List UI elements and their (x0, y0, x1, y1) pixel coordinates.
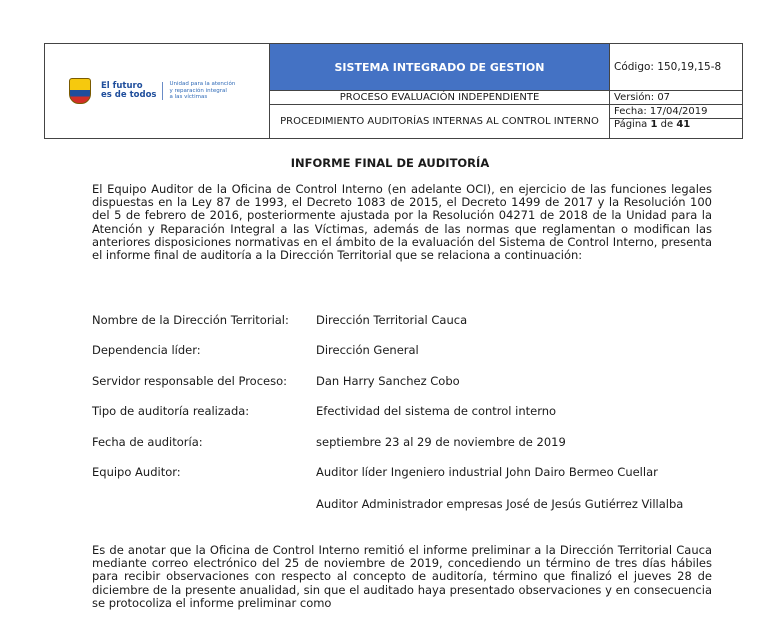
page-indicator: Página 1 de 41 (610, 118, 742, 131)
logo-sub-text: Unidad para la atención y reparación integral a las víctimas (169, 81, 236, 101)
document-date: Fecha: 17/04/2019 (614, 106, 708, 117)
field-value: Dan Harry Sanchez Cobo (316, 374, 460, 388)
field-value: Dirección General (316, 343, 419, 357)
field-value: septiembre 23 al 29 de noviembre de 2019 (316, 435, 566, 449)
document-version: Versión: 07 (610, 91, 743, 105)
field-label: Tipo de auditoría realizada: (92, 404, 250, 418)
system-title: SISTEMA INTEGRADO DE GESTION (270, 44, 610, 91)
coat-of-arms-icon (69, 78, 91, 104)
logo (45, 78, 269, 104)
field-label: Equipo Auditor: (92, 465, 181, 479)
logo-cell (45, 44, 270, 139)
logo-main-text: El futuro es de todos (101, 82, 163, 100)
field-label: Nombre de la Dirección Territorial: (92, 313, 289, 327)
field-label: Servidor responsable del Proceso: (92, 374, 288, 388)
field-value-auditor-2: Auditor Administrador empresas José de Jesús Gutiérrez Villalba (316, 497, 684, 511)
field-value: Dirección Territorial Cauca (316, 313, 468, 327)
document-header (44, 43, 743, 139)
document-code: Código: 150,19,15-8 (610, 44, 743, 91)
document-title: INFORME FINAL DE AUDITORÍA (290, 156, 490, 170)
field-label: Dependencia líder: (92, 343, 201, 357)
field-label: Fecha de auditoría: (92, 435, 203, 449)
closing-paragraph: Es de anotar que la Oficina de Control Interno remitió el informe preliminar a la Dirección Territorial Cauca mediante correo electrónico del 25 de noviembre de 2019, concediendo un término de tres días hábiles para recibir observaciones con respecto al concepto de auditoría, término que finalizó el jueves 28 de diciembre de la presente anualidad, sin que el auditado haya presentado observaciones y en consecuencia se protocoliza el informe preliminar como (92, 543, 712, 610)
intro-paragraph: El Equipo Auditor de la Oficina de Control Interno (en adelante OCI), en ejercicio de las funciones legales dispuestas en la Ley 87 de 1993, el Decreto 1083 de 2015, el Decreto 1499 de 2017 y la Resolución 100 del 5 de febrero de 2016, posteriormente ajustada por la Resolución 04271 de 2018 de la Unidad para la Atención y Reparación Integral a las Víctimas, además de las normas que reglamentan o modifican las anteriores disposiciones normativas en el ámbito de la evaluación del Sistema de Control Interno, presenta el informe final de auditoría a la Dirección Territorial que se relaciona a continuación: (92, 182, 712, 263)
process-name: PROCESO EVALUACIÓN INDEPENDIENTE (270, 91, 610, 105)
procedure-name: PROCEDIMIENTO AUDITORÍAS INTERNAS AL CONTROL INTERNO (270, 105, 610, 139)
field-value: Auditor líder Ingeniero industrial John Dairo Bermeo Cuellar (316, 465, 658, 479)
field-value: Efectividad del sistema de control interno (316, 404, 557, 418)
date-page-cell (610, 105, 743, 139)
